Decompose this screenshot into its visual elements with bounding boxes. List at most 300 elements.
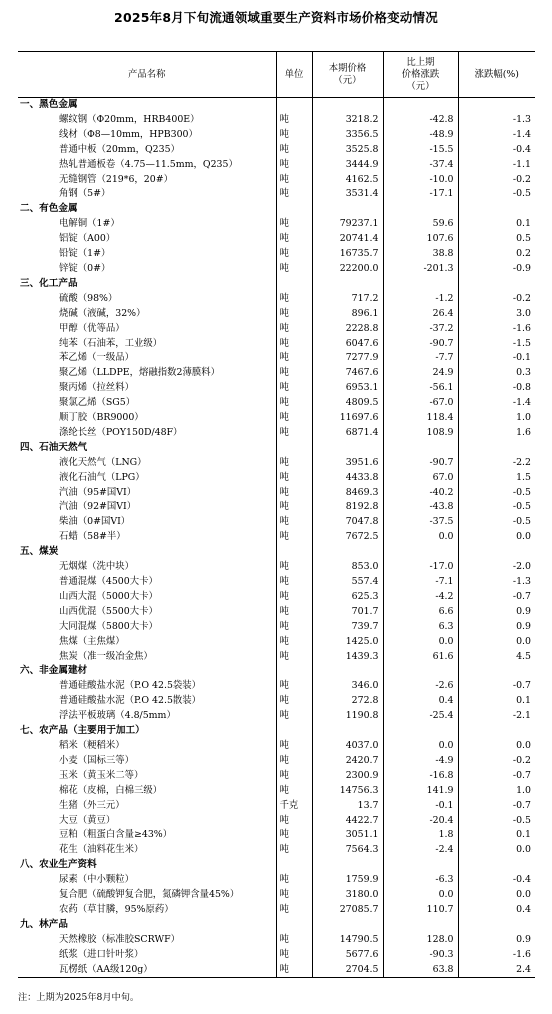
product-name-cell: 焦炭（准一级冶金焦） bbox=[59, 650, 153, 662]
price-cell: 7564.3 bbox=[312, 843, 383, 858]
table-row bbox=[18, 754, 535, 769]
unit-cell: 千克 bbox=[276, 799, 312, 814]
product-name-cell: 普通中板（20mm，Q235） bbox=[59, 143, 180, 155]
product-name-cell: 石蜡（58#半） bbox=[59, 531, 126, 543]
header-price-change: 比上期 价格涨跌 （元） bbox=[383, 52, 458, 98]
change-percent-cell: -0.7 bbox=[458, 590, 535, 605]
table-row bbox=[18, 381, 535, 396]
price-change-cell: -2.4 bbox=[383, 843, 458, 858]
change-percent-cell: 0.4 bbox=[458, 903, 535, 918]
change-percent-cell: -2.0 bbox=[458, 560, 535, 575]
unit-cell bbox=[276, 277, 312, 292]
table-row bbox=[18, 471, 535, 486]
price-change-cell: 0.0 bbox=[383, 635, 458, 650]
header-change-percent: 涨跌幅(%) bbox=[458, 52, 535, 98]
price-change-cell: 0.0 bbox=[383, 888, 458, 903]
change-percent-cell: -0.8 bbox=[458, 381, 535, 396]
price-cell: 272.8 bbox=[312, 694, 383, 709]
change-percent-cell: -0.2 bbox=[458, 292, 535, 307]
unit-cell: 吨 bbox=[276, 620, 312, 635]
product-name-cell: 硫酸（98%） bbox=[59, 292, 118, 304]
table-row bbox=[18, 679, 535, 694]
price-change-cell: 61.6 bbox=[383, 650, 458, 665]
product-name-cell: 烧碱（液碱，32%） bbox=[59, 307, 146, 319]
unit-cell: 吨 bbox=[276, 888, 312, 903]
price-cell: 7672.5 bbox=[312, 530, 383, 545]
unit-cell: 吨 bbox=[276, 650, 312, 665]
change-percent-cell: 0.3 bbox=[458, 366, 535, 381]
category-row bbox=[18, 98, 535, 113]
price-cell: 27085.7 bbox=[312, 903, 383, 918]
unit-cell: 吨 bbox=[276, 262, 312, 277]
unit-cell: 吨 bbox=[276, 396, 312, 411]
table-row bbox=[18, 411, 535, 426]
change-percent-cell: -1.1 bbox=[458, 158, 535, 173]
price-table bbox=[18, 51, 535, 978]
change-percent-cell: -0.4 bbox=[458, 143, 535, 158]
price-change-cell: -2.6 bbox=[383, 679, 458, 694]
price-change-cell: -90.7 bbox=[383, 456, 458, 471]
change-percent-cell: 0.9 bbox=[458, 620, 535, 635]
price-change-cell: -6.3 bbox=[383, 873, 458, 888]
price-change-cell: -37.5 bbox=[383, 515, 458, 530]
price-cell: 1190.8 bbox=[312, 709, 383, 724]
price-change-cell: -40.2 bbox=[383, 486, 458, 501]
unit-cell: 吨 bbox=[276, 247, 312, 262]
price-cell: 3951.6 bbox=[312, 456, 383, 471]
price-change-cell: -7.1 bbox=[383, 575, 458, 590]
change-percent-cell: 0.1 bbox=[458, 217, 535, 232]
table-row bbox=[18, 799, 535, 814]
product-name-cell: 液化石油气（LPG） bbox=[59, 471, 145, 483]
price-cell: 3356.5 bbox=[312, 128, 383, 143]
unit-cell: 吨 bbox=[276, 709, 312, 724]
unit-cell: 吨 bbox=[276, 963, 312, 978]
price-change-cell: -201.3 bbox=[383, 262, 458, 277]
price-change-cell: 26.4 bbox=[383, 307, 458, 322]
change-percent-cell: -0.4 bbox=[458, 873, 535, 888]
change-percent-cell bbox=[458, 441, 535, 456]
unit-cell: 吨 bbox=[276, 575, 312, 590]
product-name-cell: 八、农业生产资料 bbox=[20, 859, 97, 871]
table-row bbox=[18, 635, 535, 650]
unit-cell bbox=[276, 858, 312, 873]
table-row bbox=[18, 828, 535, 843]
product-name-cell: 螺纹钢（Φ20mm，HRB400E） bbox=[59, 113, 200, 125]
price-cell bbox=[312, 858, 383, 873]
change-percent-cell: 0.2 bbox=[458, 247, 535, 262]
unit-cell: 吨 bbox=[276, 873, 312, 888]
product-name-cell: 甲醇（优等品） bbox=[59, 322, 125, 334]
change-percent-cell bbox=[458, 858, 535, 873]
product-name-cell: 七、农产品（主要用于加工） bbox=[20, 725, 145, 737]
price-cell: 3218.2 bbox=[312, 113, 383, 128]
change-percent-cell: -0.2 bbox=[458, 754, 535, 769]
price-cell: 557.4 bbox=[312, 575, 383, 590]
unit-cell: 吨 bbox=[276, 486, 312, 501]
table-row bbox=[18, 486, 535, 501]
price-change-cell: 0.0 bbox=[383, 739, 458, 754]
unit-cell: 吨 bbox=[276, 307, 312, 322]
product-name-cell: 角钢（5#） bbox=[59, 188, 111, 200]
unit-cell: 吨 bbox=[276, 232, 312, 247]
table-row bbox=[18, 366, 535, 381]
price-change-cell bbox=[383, 664, 458, 679]
price-change-cell bbox=[383, 858, 458, 873]
unit-cell: 吨 bbox=[276, 769, 312, 784]
product-name-cell: 无缝钢管（219*6，20#） bbox=[59, 173, 173, 185]
change-percent-cell bbox=[458, 202, 535, 217]
category-row bbox=[18, 277, 535, 292]
unit-cell: 吨 bbox=[276, 694, 312, 709]
price-cell: 3180.0 bbox=[312, 888, 383, 903]
price-cell: 1439.3 bbox=[312, 650, 383, 665]
table-row bbox=[18, 843, 535, 858]
price-cell: 16735.7 bbox=[312, 247, 383, 262]
price-cell bbox=[312, 202, 383, 217]
price-cell: 2300.9 bbox=[312, 769, 383, 784]
table-row bbox=[18, 262, 535, 277]
change-percent-cell: 4.5 bbox=[458, 650, 535, 665]
price-change-cell: 6.3 bbox=[383, 620, 458, 635]
table-row bbox=[18, 128, 535, 143]
table-row bbox=[18, 247, 535, 262]
price-cell: 1759.9 bbox=[312, 873, 383, 888]
unit-cell: 吨 bbox=[276, 456, 312, 471]
change-percent-cell: -0.9 bbox=[458, 262, 535, 277]
price-cell: 8192.8 bbox=[312, 500, 383, 515]
product-name-cell: 顺丁胶（BR9000） bbox=[59, 412, 144, 424]
table-row bbox=[18, 426, 535, 441]
price-change-cell: -90.3 bbox=[383, 948, 458, 963]
change-percent-cell bbox=[458, 724, 535, 739]
unit-cell: 吨 bbox=[276, 158, 312, 173]
table-header bbox=[18, 52, 535, 98]
change-percent-cell: 1.0 bbox=[458, 411, 535, 426]
product-name-cell: 四、石油天然气 bbox=[20, 441, 88, 453]
table-row bbox=[18, 694, 535, 709]
table-row bbox=[18, 560, 535, 575]
unit-cell: 吨 bbox=[276, 754, 312, 769]
price-change-cell bbox=[383, 918, 458, 933]
price-change-cell: 38.8 bbox=[383, 247, 458, 262]
price-cell bbox=[312, 98, 383, 113]
price-change-cell: -42.8 bbox=[383, 113, 458, 128]
unit-cell: 吨 bbox=[276, 143, 312, 158]
change-percent-cell: 0.0 bbox=[458, 635, 535, 650]
price-cell: 3531.4 bbox=[312, 187, 383, 202]
change-percent-cell: -1.4 bbox=[458, 396, 535, 411]
change-percent-cell: 0.0 bbox=[458, 530, 535, 545]
price-cell: 346.0 bbox=[312, 679, 383, 694]
product-name-cell: 豆粕（粗蛋白含量≥43%） bbox=[59, 829, 173, 841]
price-change-cell: 141.9 bbox=[383, 784, 458, 799]
price-change-cell: -4.9 bbox=[383, 754, 458, 769]
price-cell: 717.2 bbox=[312, 292, 383, 307]
table-row bbox=[18, 173, 535, 188]
price-cell: 22200.0 bbox=[312, 262, 383, 277]
unit-cell: 吨 bbox=[276, 471, 312, 486]
unit-cell: 吨 bbox=[276, 530, 312, 545]
unit-cell: 吨 bbox=[276, 828, 312, 843]
price-change-cell: -1.2 bbox=[383, 292, 458, 307]
unit-cell bbox=[276, 664, 312, 679]
table-row bbox=[18, 500, 535, 515]
change-percent-cell: -0.1 bbox=[458, 351, 535, 366]
page-title: 2025年8月下旬流通领域重要生产资料市场价格变动情况 bbox=[114, 10, 438, 25]
price-change-cell bbox=[383, 545, 458, 560]
price-change-cell: 108.9 bbox=[383, 426, 458, 441]
table-row bbox=[18, 620, 535, 635]
product-name-cell: 一、黑色金属 bbox=[20, 99, 78, 110]
price-cell: 4433.8 bbox=[312, 471, 383, 486]
header-product-name: 产品名称 bbox=[18, 52, 276, 98]
product-name-cell: 农药（草甘膦，95%原药） bbox=[59, 903, 174, 915]
unit-cell: 吨 bbox=[276, 173, 312, 188]
unit-cell: 吨 bbox=[276, 784, 312, 799]
unit-cell: 吨 bbox=[276, 337, 312, 352]
price-cell: 701.7 bbox=[312, 605, 383, 620]
product-name-cell: 铝锭（A00） bbox=[59, 233, 116, 245]
unit-cell bbox=[276, 724, 312, 739]
product-name-cell: 三、化工产品 bbox=[20, 277, 78, 289]
price-cell bbox=[312, 918, 383, 933]
price-change-cell: 110.7 bbox=[383, 903, 458, 918]
change-percent-cell: -0.5 bbox=[458, 500, 535, 515]
price-change-cell: -17.0 bbox=[383, 560, 458, 575]
unit-cell: 吨 bbox=[276, 381, 312, 396]
unit-cell: 吨 bbox=[276, 322, 312, 337]
price-cell: 2228.8 bbox=[312, 322, 383, 337]
change-percent-cell: 0.9 bbox=[458, 605, 535, 620]
unit-cell: 吨 bbox=[276, 187, 312, 202]
table-row bbox=[18, 337, 535, 352]
change-percent-cell: 0.0 bbox=[458, 843, 535, 858]
product-name-cell: 天然橡胶（标准胶SCRWF） bbox=[59, 933, 180, 945]
table-row bbox=[18, 217, 535, 232]
unit-cell: 吨 bbox=[276, 560, 312, 575]
price-cell: 7047.8 bbox=[312, 515, 383, 530]
price-cell: 14790.5 bbox=[312, 933, 383, 948]
category-row bbox=[18, 918, 535, 933]
change-percent-cell: -1.5 bbox=[458, 337, 535, 352]
table-row bbox=[18, 396, 535, 411]
change-percent-cell: 0.1 bbox=[458, 828, 535, 843]
price-change-cell: -67.0 bbox=[383, 396, 458, 411]
unit-cell: 吨 bbox=[276, 411, 312, 426]
product-name-cell: 复合肥（硫酸钾复合肥，氮磷钾含量45%） bbox=[59, 889, 240, 901]
price-cell: 5677.6 bbox=[312, 948, 383, 963]
table-row bbox=[18, 650, 535, 665]
unit-cell: 吨 bbox=[276, 128, 312, 143]
price-change-cell: -0.1 bbox=[383, 799, 458, 814]
price-change-cell: -37.2 bbox=[383, 322, 458, 337]
price-change-cell bbox=[383, 277, 458, 292]
table-row bbox=[18, 113, 535, 128]
product-name-cell: 焦煤（主焦煤） bbox=[59, 635, 125, 647]
price-change-cell: -25.4 bbox=[383, 709, 458, 724]
table-row bbox=[18, 888, 535, 903]
price-cell: 2704.5 bbox=[312, 963, 383, 978]
price-cell: 739.7 bbox=[312, 620, 383, 635]
table-row bbox=[18, 575, 535, 590]
price-change-cell: -20.4 bbox=[383, 814, 458, 829]
table-row bbox=[18, 963, 535, 978]
unit-cell: 吨 bbox=[276, 500, 312, 515]
change-percent-cell: -1.6 bbox=[458, 948, 535, 963]
table-row bbox=[18, 903, 535, 918]
price-change-cell: -37.4 bbox=[383, 158, 458, 173]
price-change-cell: 118.4 bbox=[383, 411, 458, 426]
product-name-cell: 生猪（外三元） bbox=[59, 799, 125, 811]
change-percent-cell: 2.4 bbox=[458, 963, 535, 978]
table-row bbox=[18, 873, 535, 888]
change-percent-cell: -1.4 bbox=[458, 128, 535, 143]
product-name-cell: 瓦楞纸（AA级120g） bbox=[18, 963, 276, 978]
unit-cell bbox=[276, 98, 312, 113]
table-row bbox=[18, 709, 535, 724]
table-row bbox=[18, 456, 535, 471]
product-name-cell: 稻米（粳稻米） bbox=[59, 739, 125, 751]
price-change-cell: 6.6 bbox=[383, 605, 458, 620]
price-change-cell bbox=[383, 202, 458, 217]
category-row bbox=[18, 724, 535, 739]
table-row bbox=[18, 158, 535, 173]
price-cell: 4809.5 bbox=[312, 396, 383, 411]
product-name-cell: 大同混煤（5800大卡） bbox=[59, 620, 158, 632]
unit-cell: 吨 bbox=[276, 903, 312, 918]
table-row bbox=[18, 351, 535, 366]
table-row bbox=[18, 515, 535, 530]
unit-cell: 吨 bbox=[276, 679, 312, 694]
product-name-cell: 汽油（92#国VI） bbox=[59, 501, 137, 513]
change-percent-cell: -0.5 bbox=[458, 486, 535, 501]
price-change-cell: -48.9 bbox=[383, 128, 458, 143]
product-name-cell: 锌锭（0#） bbox=[59, 262, 111, 274]
price-cell: 6953.1 bbox=[312, 381, 383, 396]
price-change-cell bbox=[383, 441, 458, 456]
unit-cell: 吨 bbox=[276, 351, 312, 366]
category-row bbox=[18, 441, 535, 456]
change-percent-cell: -1.3 bbox=[458, 113, 535, 128]
change-percent-cell bbox=[458, 918, 535, 933]
product-name-cell: 电解铜（1#） bbox=[59, 218, 120, 230]
price-cell: 7467.6 bbox=[312, 366, 383, 381]
product-name-cell: 五、煤炭 bbox=[20, 546, 59, 558]
unit-cell bbox=[276, 441, 312, 456]
product-name-cell: 大豆（黄豆） bbox=[59, 814, 116, 826]
table-row bbox=[18, 307, 535, 322]
change-percent-cell: -0.2 bbox=[458, 173, 535, 188]
product-name-cell: 尿素（中小颗粒） bbox=[59, 874, 135, 886]
price-change-cell: -10.0 bbox=[383, 173, 458, 188]
price-change-cell: -90.7 bbox=[383, 337, 458, 352]
table-row bbox=[18, 948, 535, 963]
change-percent-cell: -1.6 bbox=[458, 322, 535, 337]
price-cell: 7277.9 bbox=[312, 351, 383, 366]
change-percent-cell: -0.5 bbox=[458, 515, 535, 530]
product-name-cell: 聚丙烯（拉丝料） bbox=[59, 382, 135, 394]
unit-cell bbox=[276, 202, 312, 217]
product-name-cell: 棉花（皮棉，白棉三级） bbox=[59, 784, 163, 796]
price-change-cell: 63.8 bbox=[383, 963, 458, 978]
unit-cell: 吨 bbox=[276, 948, 312, 963]
product-name-cell: 苯乙烯（一级品） bbox=[59, 352, 135, 364]
change-percent-cell: -0.5 bbox=[458, 187, 535, 202]
product-name-cell: 铅锭（1#） bbox=[59, 248, 111, 260]
product-name-cell: 聚氯乙烯（SG5） bbox=[59, 397, 136, 409]
price-cell: 4162.5 bbox=[312, 173, 383, 188]
price-cell: 853.0 bbox=[312, 560, 383, 575]
change-percent-cell: 0.5 bbox=[458, 232, 535, 247]
table-row bbox=[18, 530, 535, 545]
product-name-cell: 柴油（0#国VI） bbox=[59, 516, 131, 528]
category-row bbox=[18, 202, 535, 217]
table-row bbox=[18, 784, 535, 799]
price-cell: 79237.1 bbox=[312, 217, 383, 232]
product-name-cell: 涤纶长丝（POY150D/48F） bbox=[59, 426, 183, 438]
price-change-cell: -15.5 bbox=[383, 143, 458, 158]
price-change-cell bbox=[383, 98, 458, 113]
product-name-cell: 无烟煤（洗中块） bbox=[59, 561, 135, 573]
product-name-cell: 纯苯（石油苯，工业级） bbox=[59, 337, 163, 349]
unit-cell: 吨 bbox=[276, 605, 312, 620]
unit-cell bbox=[276, 918, 312, 933]
price-change-cell: 67.0 bbox=[383, 471, 458, 486]
footnote: 注：上期为2025年8月中旬。 bbox=[18, 992, 140, 1003]
price-cell: 13.7 bbox=[312, 799, 383, 814]
product-name-cell: 汽油（95#国VI） bbox=[59, 486, 137, 498]
product-name-cell: 液化天然气（LNG） bbox=[59, 456, 147, 468]
price-cell: 4037.0 bbox=[312, 739, 383, 754]
price-cell: 1425.0 bbox=[312, 635, 383, 650]
table-row bbox=[18, 322, 535, 337]
header-unit: 单位 bbox=[276, 52, 312, 98]
table-row bbox=[18, 769, 535, 784]
price-cell: 3525.8 bbox=[312, 143, 383, 158]
table-row bbox=[18, 605, 535, 620]
change-percent-cell bbox=[458, 545, 535, 560]
table-row bbox=[18, 187, 535, 202]
product-name-cell: 浮法平板玻璃（4.8/5mm） bbox=[59, 710, 176, 722]
price-cell: 14756.3 bbox=[312, 784, 383, 799]
price-cell: 6047.6 bbox=[312, 337, 383, 352]
unit-cell: 吨 bbox=[276, 217, 312, 232]
table-body bbox=[18, 98, 535, 978]
price-cell: 3444.9 bbox=[312, 158, 383, 173]
price-change-cell: 0.0 bbox=[383, 530, 458, 545]
price-cell: 4422.7 bbox=[312, 814, 383, 829]
price-change-cell: -4.2 bbox=[383, 590, 458, 605]
unit-cell: 吨 bbox=[276, 292, 312, 307]
unit-cell: 吨 bbox=[276, 366, 312, 381]
price-cell bbox=[312, 545, 383, 560]
change-percent-cell bbox=[458, 98, 535, 113]
price-change-cell: -17.1 bbox=[383, 187, 458, 202]
change-percent-cell: 0.0 bbox=[458, 739, 535, 754]
price-change-cell: 24.9 bbox=[383, 366, 458, 381]
unit-cell: 吨 bbox=[276, 739, 312, 754]
price-cell: 2420.7 bbox=[312, 754, 383, 769]
change-percent-cell: -0.7 bbox=[458, 769, 535, 784]
change-percent-cell: -2.2 bbox=[458, 456, 535, 471]
table-row bbox=[18, 590, 535, 605]
unit-cell: 吨 bbox=[276, 635, 312, 650]
table-row bbox=[18, 814, 535, 829]
price-cell bbox=[312, 664, 383, 679]
change-percent-cell bbox=[458, 277, 535, 292]
category-row bbox=[18, 858, 535, 873]
